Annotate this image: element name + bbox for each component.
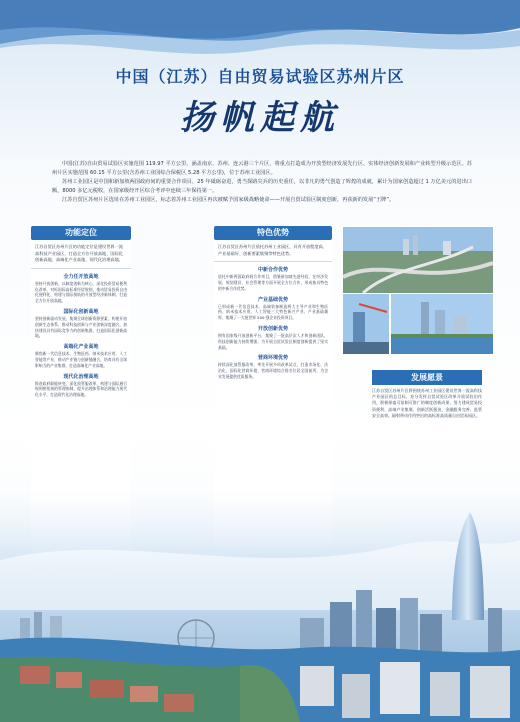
advantage-section <box>214 354 332 379</box>
section-title: 现代化治理高地 <box>63 373 99 380</box>
section-body: 拥有国家级开放创新平台，集聚了一批高层次人才和创新团队，科技创新能力持续增强，为开展自贸试验区制度创新提供了坚实基础。 <box>218 332 328 350</box>
slogan-heading: 扬帆起航 <box>180 98 340 138</box>
section-title: 高端化产业高地 <box>63 344 99 351</box>
intro-paragraph: 苏州工业园区是中国和新加坡两国政府间的重要合作项目，25 年砥砺奋进，勇当探路尖兵的历史重任，以非凡的勇气创造了辉煌的成就，累计为国家创造超过 1 万亿美元的进出口额，8000 多亿元税收，在国家级经开区综合考评中连续三年保持第一。 <box>52 179 472 194</box>
photo-skyline-lake <box>390 293 494 355</box>
advantage-section <box>214 325 332 350</box>
section-body: 持续深化放管服改革，率先开展多项改革试点，打造市场化、法治化、国际化营商环境，营商环境综合排名位居全国前列，为企业发展提供优质服务。 <box>218 362 328 379</box>
page-title: 中国（江苏）自由贸易试验区苏州片区 <box>115 67 405 86</box>
brush-stroke-decoration <box>0 0 520 70</box>
advantages-heading: 特色优势 <box>214 226 332 240</box>
section-body: 聚焦新一代信息技术、生物医药、纳米技术应用、人工智能等产业，推动产业链与创新链融合，培育具有全球影响力的产业集群，打造高端化产业高地。 <box>35 351 127 368</box>
function-section <box>31 308 131 339</box>
section-title: 开放创新优势 <box>257 325 288 332</box>
advantage-section <box>214 296 332 321</box>
photo-crane <box>342 293 390 355</box>
section-title: 中新合作优势 <box>257 267 288 274</box>
function-lead: 江苏自贸区苏州片区的功能定位是建设世界一流高科技产业园区，打造全方位开放高地、国际化创新高地、高端化产业高地、现代化治理高地。 <box>31 240 131 269</box>
advantage-section <box>214 266 332 291</box>
section-title: 产业基础优势 <box>257 296 288 303</box>
advantages-lead: 江苏自贸区苏州片区依托苏州工业园区，具有开放程度高、产业基础好、创新要素集聚等特色优势。 <box>214 240 332 262</box>
function-section <box>31 373 131 398</box>
intro-paragraph: 中国(江苏)自由贸易试验区实施范围 119.97 平方公里，涵盖南京、苏州、连云港三个片区，将重点打造成为开放型经济发展先行区、实体经济创新发展和产业转型升级示范区。苏州片区实施范围 60.15 平方公里(含苏州工业园综合保税区 5.28 平方公里)，位于苏州工业园区。 <box>52 161 472 176</box>
aerial-photo-interchange <box>342 226 494 294</box>
section-body: 坚持创新驱动发展，集聚全球创新资源要素，构建开放创新生态体系，推动科技创新与产业创新深度融合，加快建设具有国际竞争力的创新集群，打造国际化创新高地。 <box>35 315 127 339</box>
function-section <box>31 273 131 304</box>
section-title: 全力任开放高地 <box>63 273 99 280</box>
function-heading: 功能定位 <box>31 226 131 240</box>
section-body: 已形成新一代信息技术、高端装备制造两大主导产业和生物医药、纳米技术应用、人工智能三大特色新兴产业，产业基础雄厚，集聚了一大批世界 500 强企业投资项目。 <box>218 303 328 321</box>
city-skyline-image <box>0 490 520 722</box>
development-heading: 发展愿景 <box>372 370 482 385</box>
intro-text <box>52 160 472 206</box>
section-body: 推进政府职能转变，深化放管服改革，构建与国际通行规则相衔接的管理体制，提升治理体系和治理能力现代化水平，打造现代化治理高地。 <box>35 380 127 398</box>
section-body: 依托中新两国政府间合作项目，借鉴新加坡先进经验，在经济发展、规划建设、社会管理等方面开展全方位合作，形成独具特色的中新合作优势。 <box>218 274 328 291</box>
function-section <box>31 343 131 368</box>
section-body: 坚持开放创新，以制度创新为核心，深化投资贸易便利化改革，对标国际高标准经贸规则，推动贸易投资自由化便利化，构建与国际接轨的开放型经济新体制，打造全方位开放高地。 <box>35 280 127 304</box>
section-title: 国际化创新高地 <box>63 308 99 315</box>
development-text: 江苏自贸区苏州片区将围绕苏州工业园区建设世界一流高科技产业园区的总目标，充分发挥自贸试验区改革开放试验田作用，积极探索可复制可推广的制度创新成果，努力建成贸易投资便利、高端产业集聚、创新活跃强劲、金融服务完善、监管安全高效、辐射带动作用突出的高标准高质量自由贸易园区。 <box>372 388 482 418</box>
intro-paragraph: 江苏自贸区苏州片区选址在苏州工业园区，标志着苏州工业园区再次被赋予国家级战略使命——开展自贸试验区制度创新，再获新的发展“王牌”。 <box>62 197 395 204</box>
section-title: 营商环境优势 <box>257 355 288 362</box>
